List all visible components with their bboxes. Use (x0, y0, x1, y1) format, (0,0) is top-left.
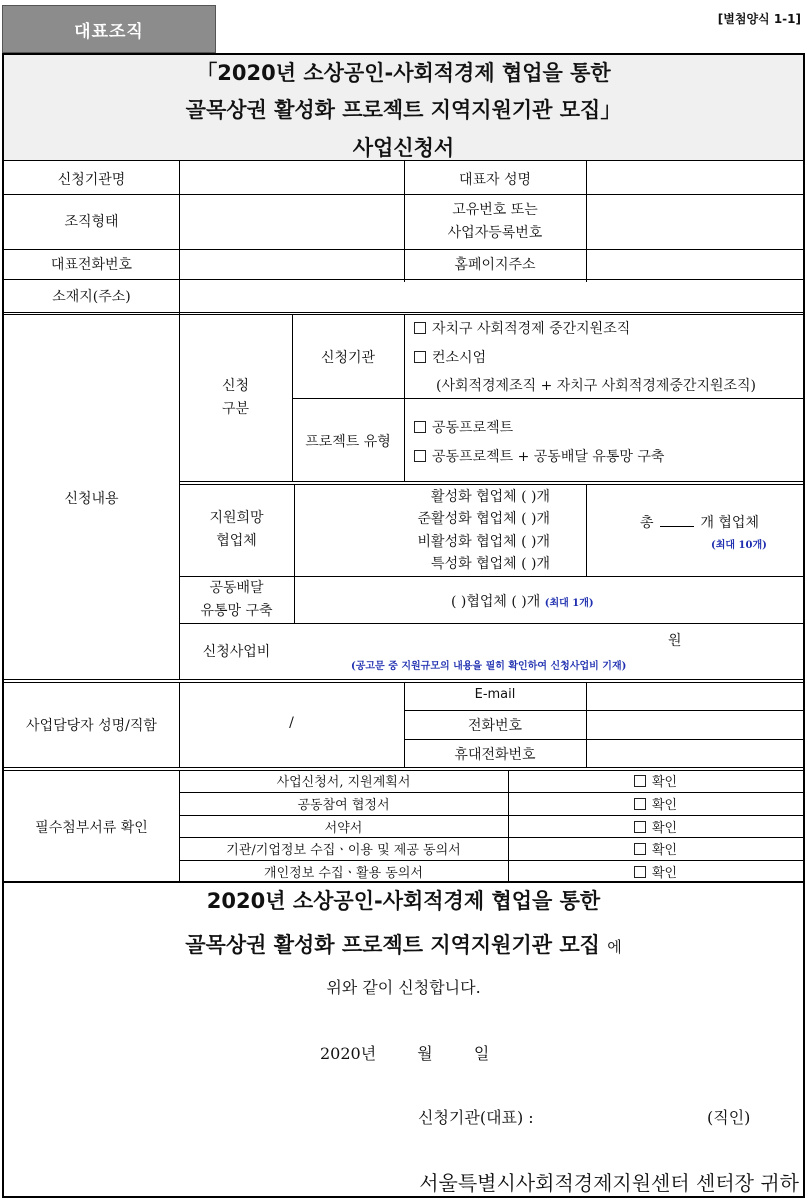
delivery-label-1: 공동배달 (209, 580, 264, 596)
doc-check-3[interactable]: 확인 (634, 817, 677, 836)
form-title: 사업신청서 (352, 136, 455, 160)
desired-row-1: 활성화 협업체 ( )개 (431, 489, 550, 505)
mobile-label: 휴대전화번호 (454, 747, 536, 763)
document-tag: 대표조직 (2, 5, 216, 53)
applicant-label: 신청기관 (320, 350, 376, 366)
checkbox[interactable] (634, 843, 646, 855)
budget-note: (공고문 중 지원규모의 내용을 필히 확인하여 신청사업비 기재) (351, 661, 627, 672)
email-label: E-mail (474, 687, 516, 702)
checkbox[interactable] (414, 322, 426, 334)
delivery-label-2: 유통망 구축 (200, 603, 273, 619)
budget-label: 신청사업비 (202, 644, 271, 660)
header-line-2: 골목상권 활성화 프로젝트 지역지원기관 모집」 (185, 98, 622, 122)
declaration-line-3: 위와 같이 신청합니다. (326, 978, 481, 997)
project-type-label: 프로젝트 유형 (305, 434, 391, 450)
applicant-option-2[interactable]: 컨소시엄 (414, 347, 486, 367)
desired-row-2: 준활성화 협업체 ( )개 (417, 511, 550, 527)
tel-label: 전화번호 (467, 718, 523, 734)
doc-check-5[interactable]: 확인 (634, 862, 677, 881)
total-max-note: (최대 10개) (711, 540, 767, 551)
desired-row-3: 비활성화 협업체 ( )개 (417, 534, 550, 550)
applicant-option-1[interactable]: 자치구 사회적경제 중간지원조직 (414, 318, 630, 338)
manager-slash: / (289, 715, 294, 731)
category-label-1: 신청 (221, 378, 250, 394)
phone-label: 대표전화번호 (50, 257, 133, 273)
doc-item-4: 기관/기업정보 수집ㆍ이용 및 제공 동의서 (226, 843, 461, 858)
seal-label: (직인) (707, 1108, 751, 1127)
checkbox[interactable] (414, 351, 426, 363)
category-label-2: 구분 (221, 401, 250, 417)
doc-check-2[interactable]: 확인 (634, 794, 677, 813)
project-option-1[interactable]: 공동프로젝트 (414, 417, 513, 437)
declaration-line-1: 2020년 소상공인-사회적경제 협업을 통한 (206, 889, 601, 913)
desired-row-4: 특성화 협업체 ( )개 (431, 556, 550, 572)
annex-label: [별첨양식 1-1] (717, 12, 801, 26)
checkbox[interactable] (634, 798, 646, 810)
form-header (4, 55, 803, 161)
recipient-line: 서울특별시사회적경제지원센터 센터장 귀하 (419, 1171, 799, 1195)
project-option-2[interactable]: 공동프로젝트 + 공동배달 유통망 구축 (414, 446, 664, 466)
id-number-label-2: 사업자등록번호 (447, 225, 543, 241)
homepage-label: 홈페이지주소 (454, 257, 536, 273)
doc-item-5: 개인정보 수집ㆍ활용 동의서 (264, 866, 423, 881)
address-label: 소재지(주소) (52, 289, 131, 305)
budget-unit: 원 (668, 633, 682, 649)
docs-label: 필수첨부서류 확인 (35, 820, 148, 836)
desired-label-1: 지원희망 (209, 510, 264, 526)
desired-label-2: 협업체 (216, 533, 257, 549)
signer-label: 신청기관(대표) : (418, 1108, 534, 1127)
checkbox[interactable] (414, 450, 426, 462)
date-line: 2020년 월 일 (320, 1044, 490, 1063)
doc-check-4[interactable]: 확인 (634, 839, 677, 858)
org-type-label: 조직형태 (64, 214, 119, 230)
declaration-line-2: 골목상권 활성화 프로젝트 지역지원기관 모집 에 (185, 933, 622, 957)
checkbox[interactable] (634, 775, 646, 787)
doc-item-3: 서약서 (324, 821, 363, 836)
content-label: 신청내용 (64, 491, 119, 507)
total-blank[interactable] (660, 526, 694, 527)
header-line-1: 「2020년 소상공인-사회적경제 협업을 통한 (196, 61, 611, 85)
checkbox[interactable] (634, 821, 646, 833)
doc-item-1: 사업신청서, 지원계획서 (276, 775, 411, 790)
applicant-option-2-note: (사회적경제조직 + 자치구 사회적경제중간지원조직) (436, 378, 757, 394)
doc-item-2: 공동참여 협정서 (297, 798, 390, 813)
application-form (2, 53, 805, 1198)
checkbox[interactable] (414, 421, 426, 433)
org-name-label: 신청기관명 (57, 172, 126, 188)
id-number-label-1: 고유번호 또는 (452, 202, 538, 218)
manager-label: 사업담당자 성명/직함 (26, 718, 157, 734)
delivery-value: ( )협업체 ( )개 (최대 1개) (451, 594, 594, 610)
checkbox[interactable] (634, 866, 646, 878)
rep-name-label: 대표자 성명 (458, 172, 532, 188)
total-count: 총 개 협업체 (640, 515, 759, 531)
doc-check-1[interactable]: 확인 (634, 771, 677, 790)
